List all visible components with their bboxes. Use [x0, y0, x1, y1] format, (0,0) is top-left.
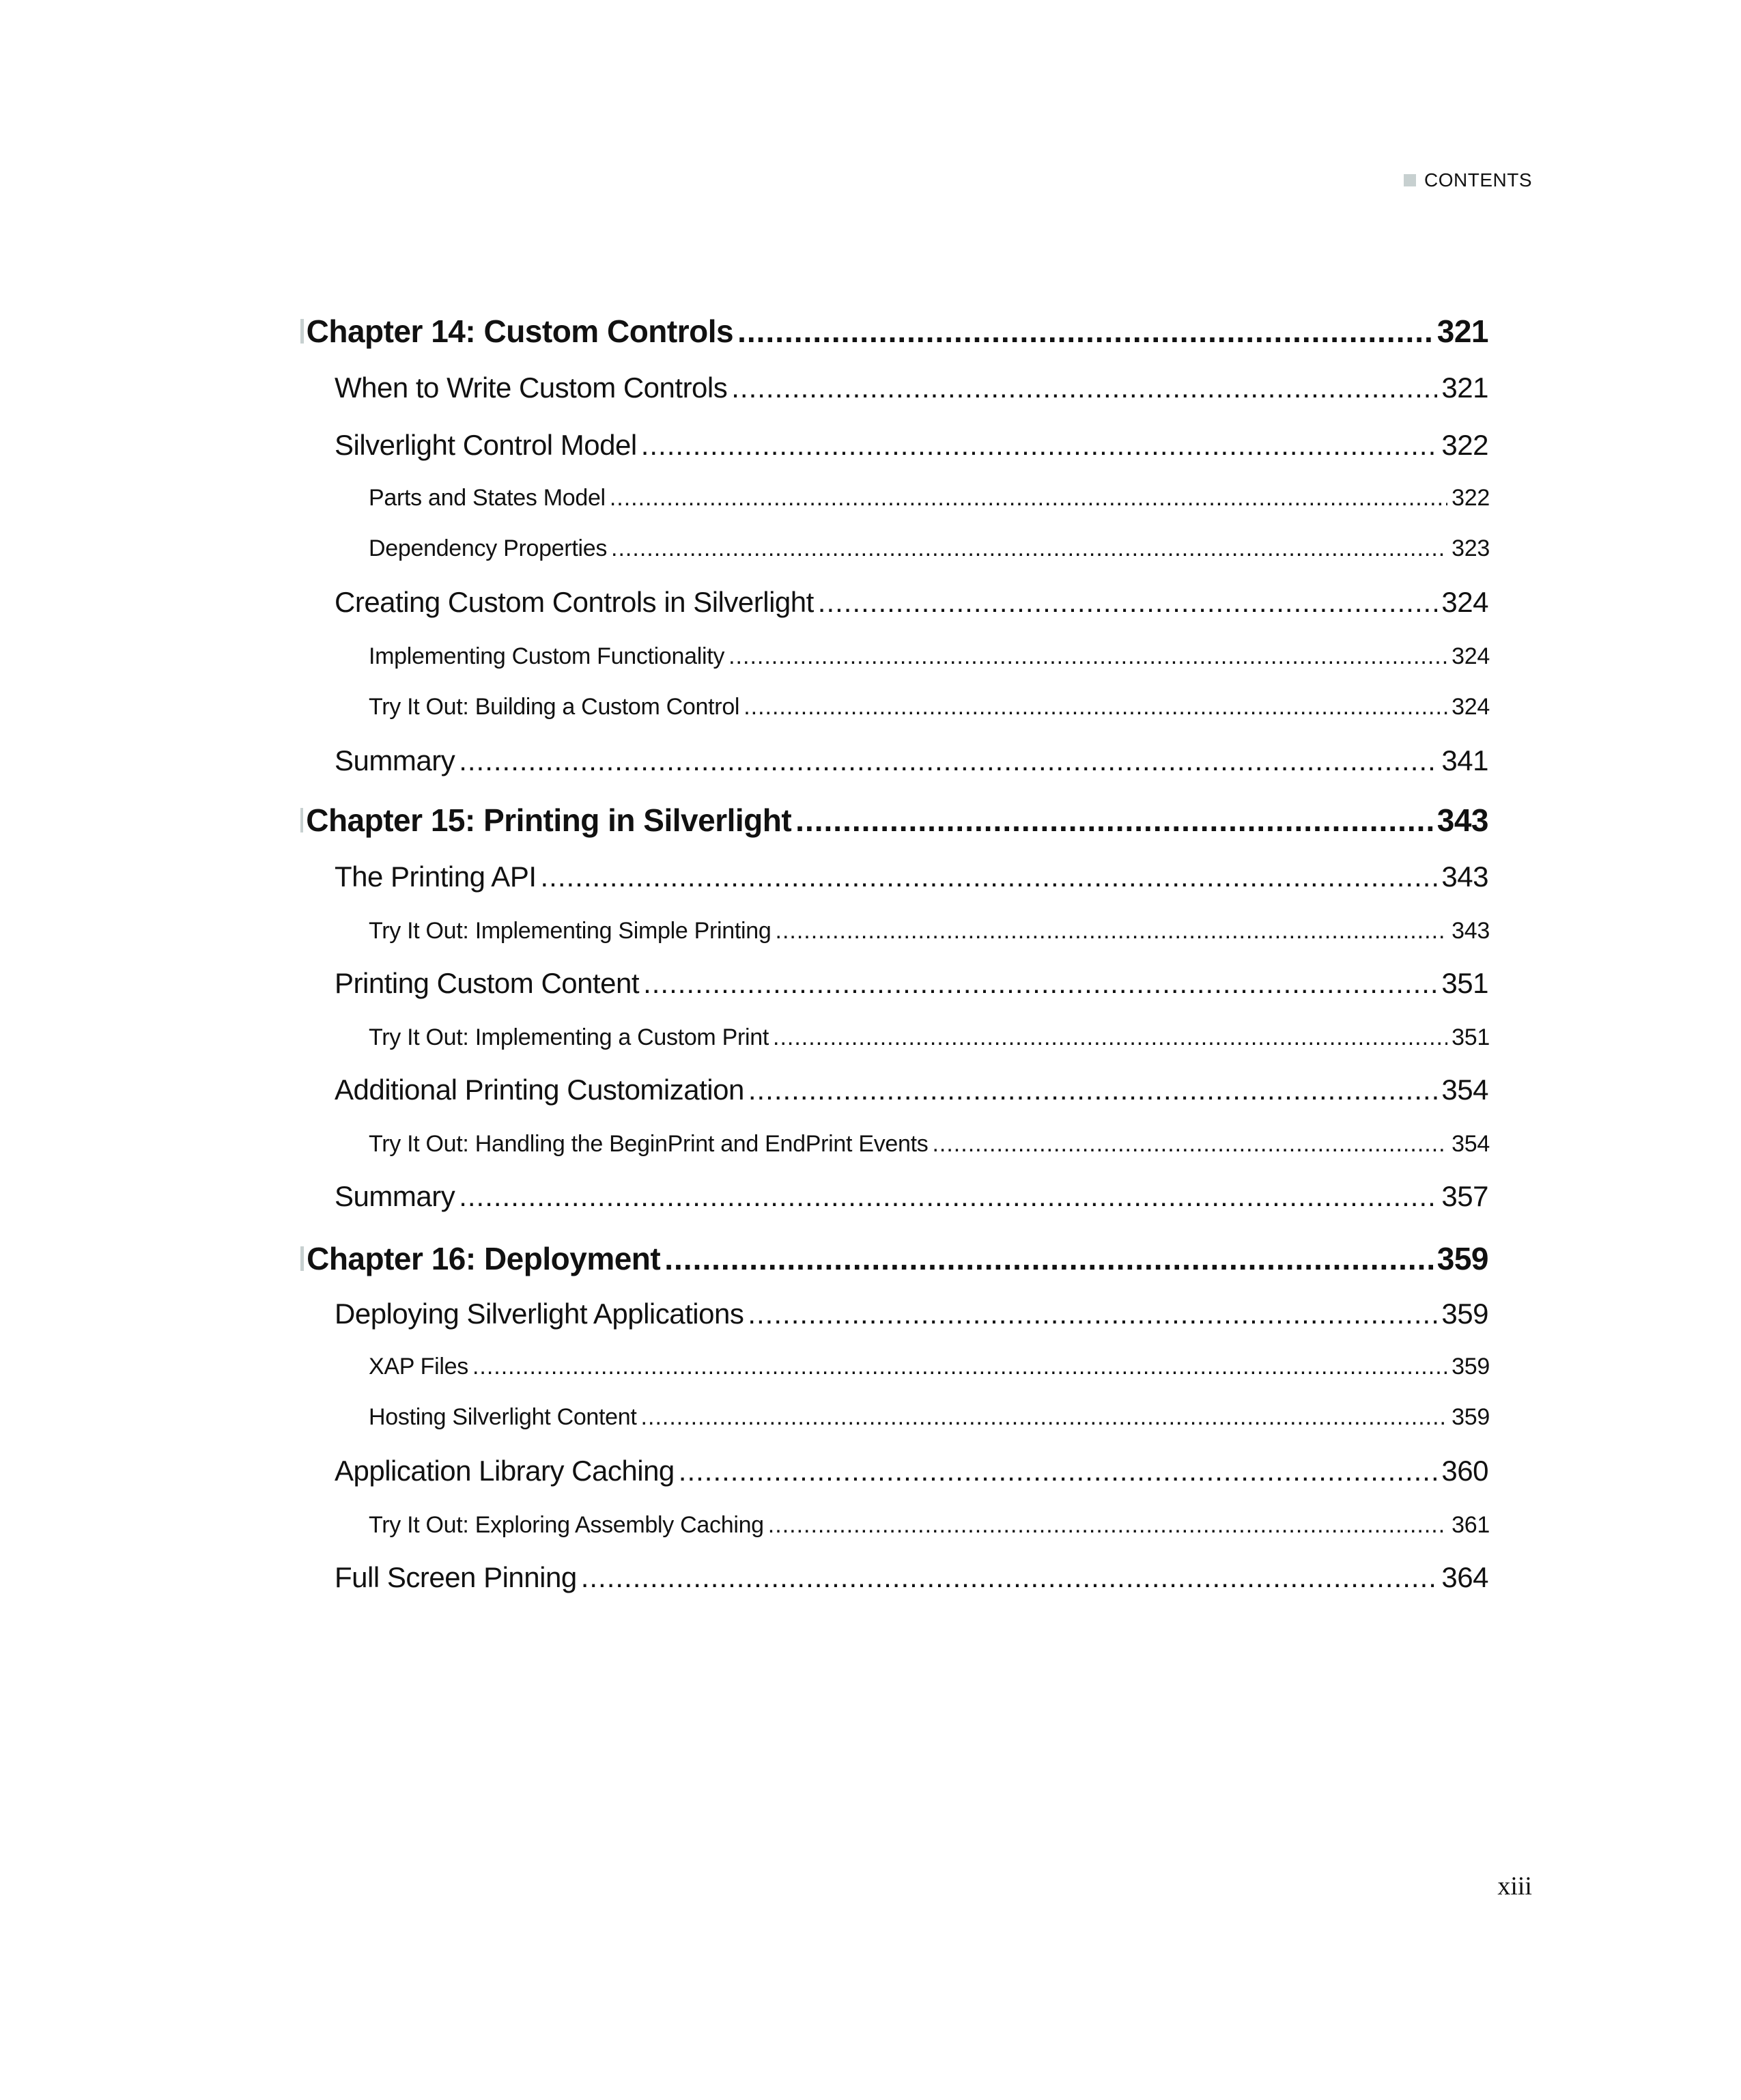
toc-entry-section[interactable]: [335, 1298, 1488, 1330]
toc-entry-page: 324: [1452, 643, 1490, 669]
toc-entry-page: 357: [1441, 1180, 1488, 1212]
toc-entry-page: 321: [1436, 313, 1488, 349]
toc-entry-title: Chapter 15: Printing in Silverlight: [306, 802, 792, 838]
toc-entry-subsection[interactable]: [369, 1512, 1490, 1539]
toc-entry-page: 343: [1452, 918, 1490, 944]
dot-leader: [768, 1512, 1447, 1539]
toc-entry-title: Try It Out: Implementing a Custom Print: [369, 1024, 769, 1050]
toc-entry-page: 354: [1441, 1074, 1488, 1106]
toc-entry-title: Printing Custom Content: [335, 967, 640, 999]
toc-entry-title: Deploying Silverlight Applications: [335, 1298, 744, 1330]
toc-entry-section[interactable]: [335, 429, 1488, 462]
toc-entry-title: Hosting Silverlight Content: [369, 1404, 637, 1430]
toc-entry-page: 351: [1441, 967, 1488, 999]
toc-entry-chapter[interactable]: [300, 802, 1488, 839]
toc-entry-title: Full Screen Pinning: [335, 1561, 577, 1593]
dot-leader: [932, 1131, 1447, 1158]
toc-entry-section[interactable]: [335, 372, 1488, 404]
square-bullet-icon: [300, 808, 303, 832]
dot-leader: [818, 586, 1438, 619]
toc-entry-title: Try It Out: Exploring Assembly Caching: [369, 1512, 764, 1538]
toc-entry-subsection[interactable]: [369, 643, 1490, 670]
toc-entry-page: 343: [1441, 860, 1488, 893]
toc-entry-subsection[interactable]: [369, 535, 1490, 562]
toc-entry-chapter[interactable]: [300, 313, 1488, 350]
toc-entry-subsection[interactable]: [369, 1404, 1490, 1431]
dot-leader: [611, 535, 1447, 562]
toc-entry-page: 322: [1452, 485, 1490, 511]
toc-entry-page: 341: [1441, 744, 1488, 776]
toc-entry-title: Chapter 14: Custom Controls: [306, 313, 734, 349]
toc-entry-section[interactable]: [335, 1074, 1488, 1106]
dot-leader: [641, 1404, 1448, 1431]
toc-entry-title: Try It Out: Implementing Simple Printing: [369, 918, 772, 944]
toc-entry-page: 343: [1436, 802, 1488, 838]
dot-leader: [679, 1455, 1438, 1487]
toc-entry-section[interactable]: [335, 744, 1488, 777]
toc-entry-page: 359: [1436, 1241, 1488, 1276]
toc-entry-page: 324: [1441, 586, 1488, 618]
dot-leader: [748, 1074, 1438, 1106]
dot-leader: [795, 802, 1433, 839]
dot-leader: [744, 694, 1447, 720]
dot-leader: [459, 1180, 1437, 1213]
running-header-label: CONTENTS: [1424, 169, 1532, 191]
dot-leader: [737, 313, 1433, 350]
toc-entry-title: Silverlight Control Model: [335, 429, 637, 461]
dot-leader: [728, 643, 1447, 670]
toc-entry-title: Additional Printing Customization: [335, 1074, 744, 1106]
toc-entry-page: 359: [1452, 1404, 1490, 1430]
dot-leader: [748, 1298, 1437, 1330]
square-bullet-icon: [300, 1246, 304, 1271]
toc-entry-page: 322: [1441, 429, 1488, 461]
toc-entry-page: 364: [1441, 1561, 1488, 1593]
toc-entry-section[interactable]: [335, 967, 1488, 1000]
toc-entry-title: Application Library Caching: [335, 1455, 675, 1487]
toc-entry-page: 359: [1452, 1354, 1490, 1380]
toc-entry-section[interactable]: [335, 860, 1488, 893]
toc-entry-title: Try It Out: Building a Custom Control: [369, 694, 740, 720]
toc-entry-page: 361: [1452, 1512, 1490, 1538]
toc-entry-title: Parts and States Model: [369, 485, 606, 511]
toc-entry-title: Implementing Custom Functionality: [369, 643, 725, 669]
toc-entry-page: 360: [1441, 1455, 1488, 1487]
toc-entry-page: 359: [1441, 1298, 1488, 1330]
toc-entry-chapter[interactable]: [300, 1240, 1488, 1277]
toc-entry-section[interactable]: [335, 1180, 1488, 1213]
dot-leader: [610, 485, 1447, 512]
dot-leader: [731, 372, 1437, 404]
toc-entry-title: Try It Out: Handling the BeginPrint and EndPrint Events: [369, 1131, 929, 1157]
toc-entry-subsection[interactable]: [369, 694, 1490, 720]
toc-entry-subsection[interactable]: [369, 1024, 1490, 1051]
toc-entry-page: 351: [1452, 1024, 1490, 1050]
toc-entry-title: Dependency Properties: [369, 535, 608, 561]
toc-entry-title: Creating Custom Controls in Silverlight: [335, 586, 814, 618]
dot-leader: [776, 918, 1448, 944]
toc-entry-subsection[interactable]: [369, 1354, 1490, 1380]
toc-entry-title: When to Write Custom Controls: [335, 372, 728, 404]
toc-entry-page: 323: [1452, 535, 1490, 561]
dot-leader: [664, 1240, 1433, 1277]
toc-entry-page: 321: [1441, 372, 1488, 404]
dot-leader: [641, 429, 1438, 462]
toc-entry-subsection[interactable]: [369, 1131, 1490, 1158]
dot-leader: [581, 1561, 1438, 1594]
toc-entry-subsection[interactable]: [369, 918, 1490, 944]
square-bullet-icon: [300, 319, 304, 344]
toc-entry-section[interactable]: [335, 586, 1488, 619]
toc-entry-title: Summary: [335, 744, 455, 776]
dot-leader: [472, 1354, 1447, 1380]
page-number: xiii: [1497, 1872, 1532, 1901]
dot-leader: [643, 967, 1437, 1000]
toc-entry-title: Summary: [335, 1180, 455, 1212]
toc-entry-section[interactable]: [335, 1455, 1488, 1487]
toc-entry-subsection[interactable]: [369, 485, 1490, 512]
dot-leader: [773, 1024, 1447, 1051]
dot-leader: [541, 860, 1438, 893]
toc-entry-page: 354: [1452, 1131, 1490, 1157]
dot-leader: [459, 744, 1437, 777]
toc-entry-page: 324: [1452, 694, 1490, 720]
toc-entry-title: XAP Files: [369, 1354, 468, 1380]
toc-entry-title: The Printing API: [335, 860, 537, 893]
toc-entry-title: Chapter 16: Deployment: [307, 1241, 661, 1276]
toc-entry-section[interactable]: [335, 1561, 1488, 1594]
